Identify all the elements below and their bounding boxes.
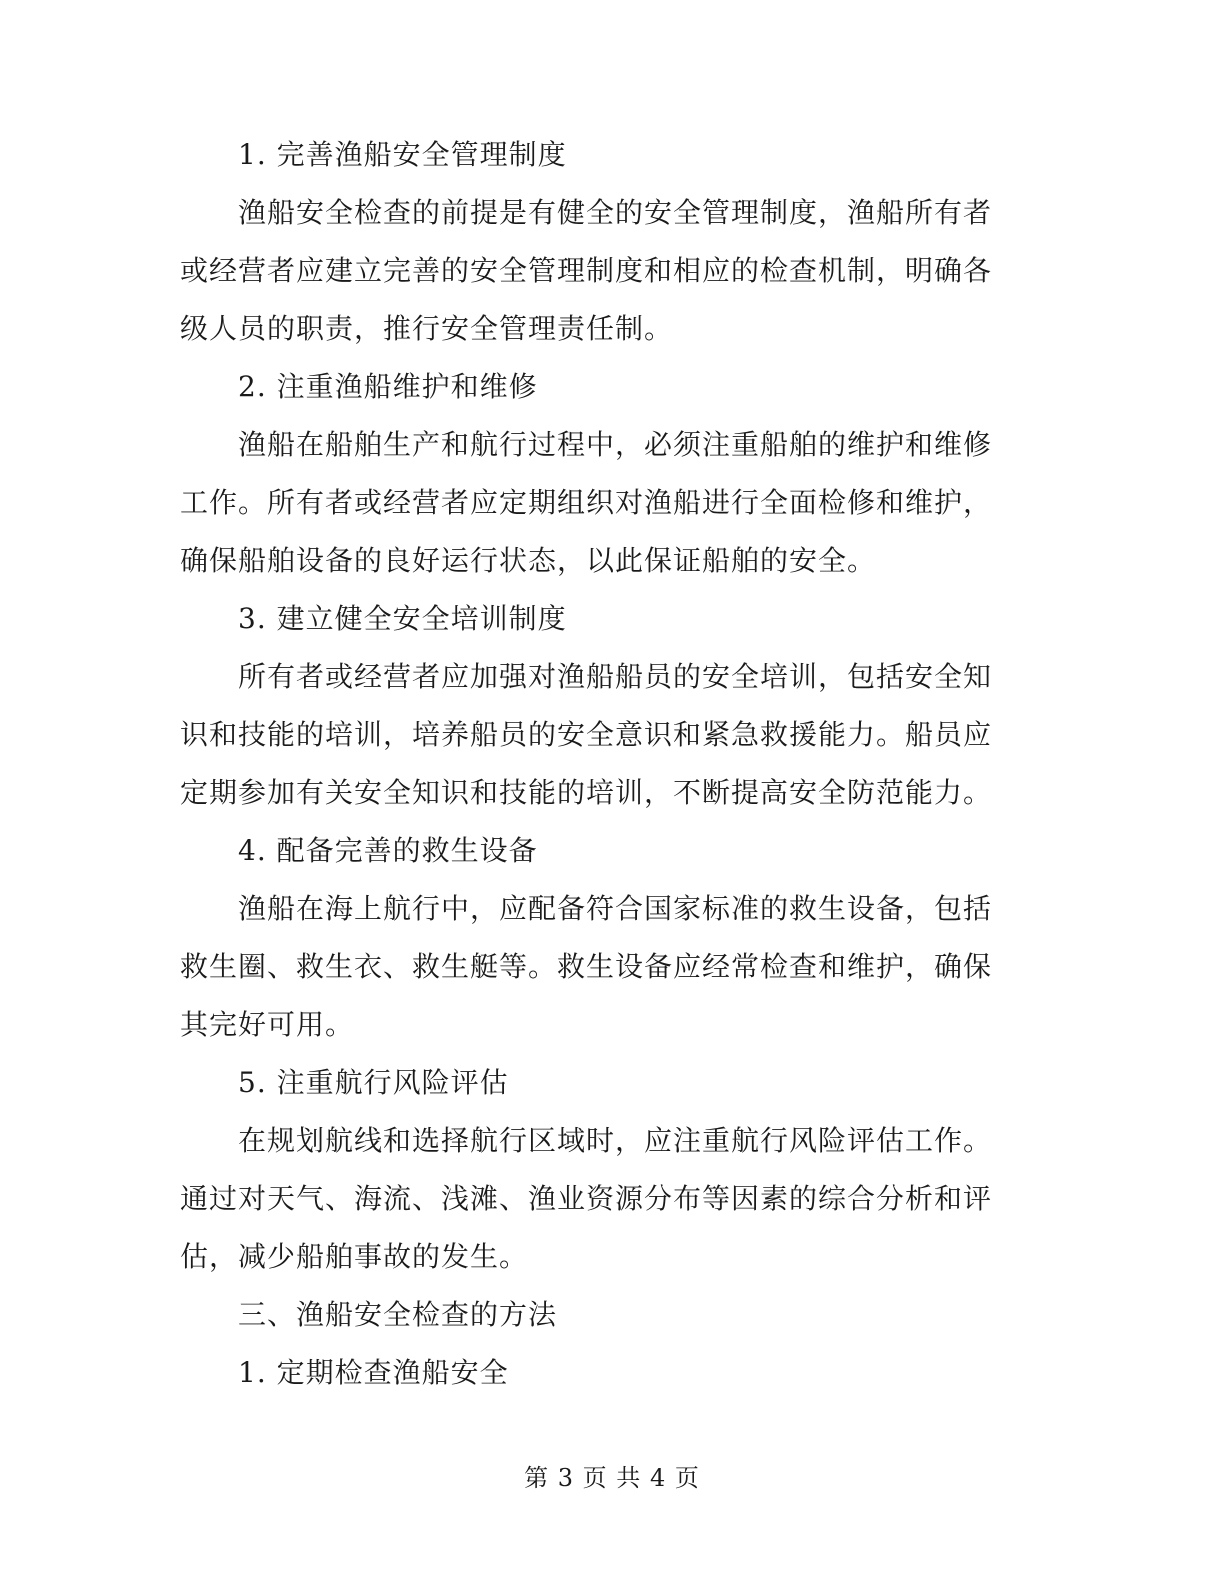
paragraph-line: 在规划航线和选择航行区域时，应注重航行风险评估工作。	[238, 1124, 993, 1157]
chapter-heading: 三、渔船安全检查的方法	[238, 1298, 558, 1331]
paragraph-line: 确保船舶设备的良好运行状态，以此保证船舶的安全。	[180, 544, 877, 577]
paragraph-line: 估，减少船舶事故的发生。	[180, 1240, 529, 1273]
section-heading: 5. 注重航行风险评估	[238, 1066, 509, 1099]
paragraph-line: 定期参加有关安全知识和技能的培训，不断提高安全防范能力。	[180, 776, 993, 809]
section-heading: 1. 定期检查渔船安全	[238, 1356, 509, 1389]
section-heading: 4. 配备完善的救生设备	[238, 834, 538, 867]
document-body	[180, 126, 1016, 1402]
paragraph-line: 其完好可用。	[180, 1008, 355, 1041]
paragraph-line: 工作。所有者或经营者应定期组织对渔船进行全面检修和维护，	[180, 486, 993, 519]
paragraph-line: 级人员的职责，推行安全管理责任制。	[180, 312, 674, 345]
paragraph-line: 渔船在海上航行中，应配备符合国家标准的救生设备，包括	[238, 892, 993, 925]
paragraph-line: 或经营者应建立完善的安全管理制度和相应的检查机制，明确各	[180, 254, 993, 287]
paragraph-line: 识和技能的培训，培养船员的安全意识和紧急救援能力。船员应	[180, 718, 993, 751]
section-heading: 3. 建立健全安全培训制度	[238, 602, 567, 635]
page-footer: 第 3 页 共 4 页	[524, 1464, 700, 1492]
section-heading: 1. 完善渔船安全管理制度	[238, 138, 567, 171]
paragraph-line: 渔船安全检查的前提是有健全的安全管理制度，渔船所有者	[238, 196, 993, 229]
paragraph-line: 救生圈、救生衣、救生艇等。救生设备应经常检查和维护，确保	[180, 950, 993, 983]
section-heading: 2. 注重渔船维护和维修	[238, 370, 538, 403]
paragraph-line: 通过对天气、海流、浅滩、渔业资源分布等因素的综合分析和评	[180, 1182, 993, 1215]
paragraph-line: 渔船在船舶生产和航行过程中，必须注重船舶的维护和维修	[238, 428, 993, 461]
paragraph-line: 所有者或经营者应加强对渔船船员的安全培训，包括安全知	[238, 660, 993, 693]
